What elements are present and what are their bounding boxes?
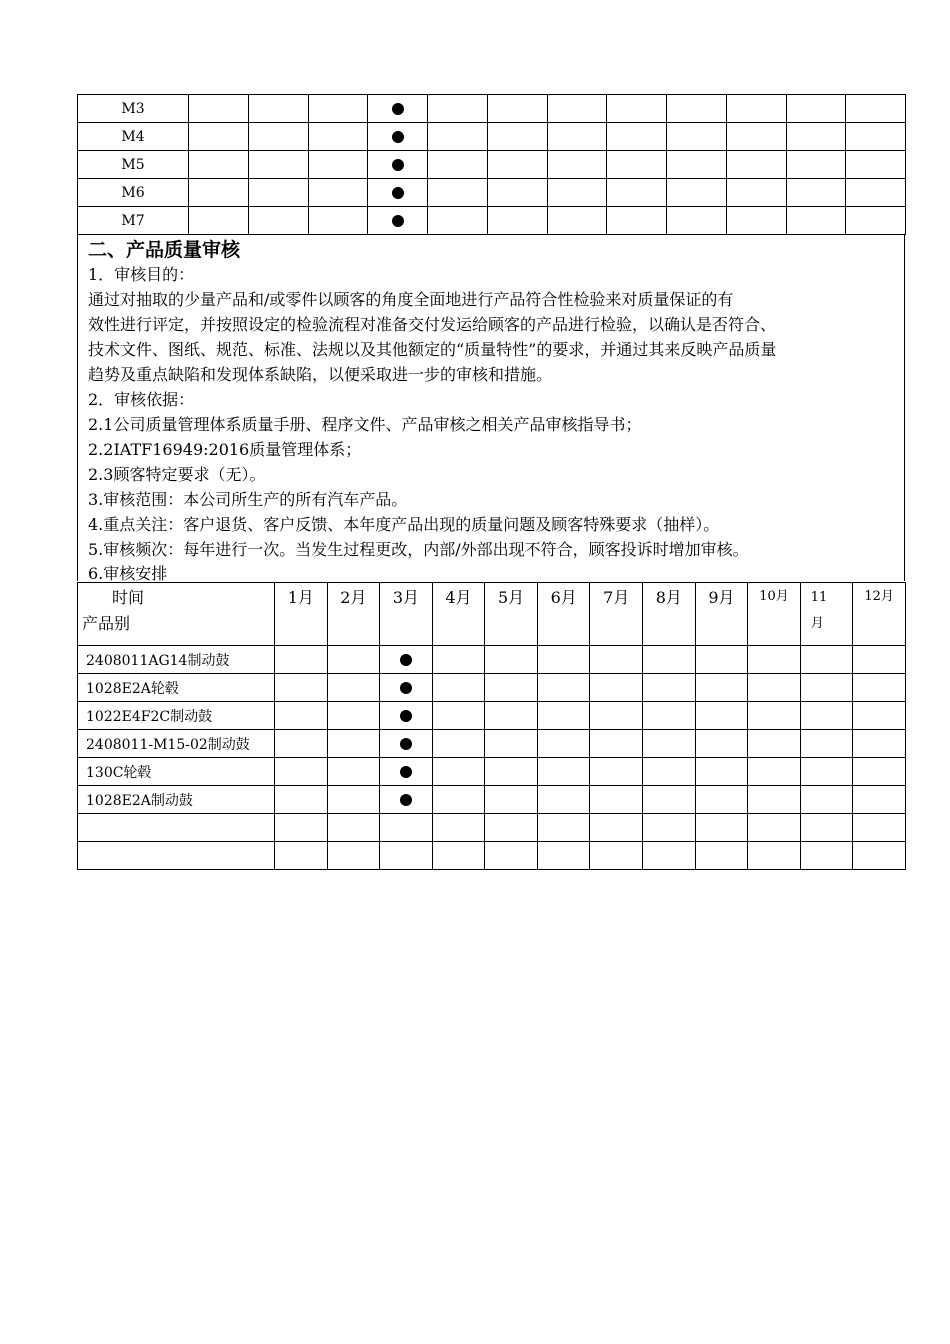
month-cell [485,786,538,814]
purpose-line: 技术文件、图纸、规范、标准、法规以及其他额定的“质量特性”的要求，并通过其来反映产品质量 [88,340,777,359]
process-label-cell: M7 [78,207,189,235]
month-cell [748,646,801,674]
month-cell [853,814,906,842]
month-cell [537,814,590,842]
process-audit-row [78,179,906,207]
month-cell [846,179,906,207]
audit-focus: 4.重点关注：客户退货、客户反馈、本年度产品出现的质量问题及顾客特殊要求（抽样）。 [88,515,720,534]
month-cell [695,842,748,870]
purpose-line: 效性进行评定，并按照设定的检验流程对准备交付发运给顾客的产品进行检验，以确认是否符合、 [88,315,777,334]
month-cell [368,123,428,151]
month-header-cell: 6月 [537,583,590,646]
month-cell [667,95,727,123]
month-cell [643,814,696,842]
month-cell [786,95,846,123]
audit-schedule-table-body [78,583,906,870]
process-audit-table [77,94,906,235]
month-cell [800,730,853,758]
audit-planned-dot-icon [400,654,412,666]
month-cell [667,123,727,151]
product-name-cell: 1028E2A制动鼓 [78,786,275,814]
month-cell [380,730,433,758]
month-cell [485,842,538,870]
process-label-cell: M5 [78,151,189,179]
month-cell [327,702,380,730]
month-cell [853,842,906,870]
month-cell [590,730,643,758]
month-cell [643,730,696,758]
month-cell [800,758,853,786]
month-cell [853,758,906,786]
month-cell [748,730,801,758]
month-cell [275,646,328,674]
purpose-line: 通过对抽取的少量产品和/或零件以顾客的角度全面地进行产品符合性检验来对质量保证的有 [88,290,734,309]
month-cell [537,786,590,814]
month-cell [487,151,547,179]
month-cell [607,179,667,207]
month-cell [590,674,643,702]
month-cell [786,123,846,151]
month-cell [695,646,748,674]
month-cell [248,179,308,207]
month-cell [547,123,607,151]
month-cell [275,786,328,814]
audit-schedule-table [77,582,906,870]
month-header-cell: 2月 [327,583,380,646]
month-cell [695,674,748,702]
month-header-cell: 5月 [485,583,538,646]
month-cell [189,179,249,207]
month-cell [643,758,696,786]
month-cell [800,674,853,702]
audit-planned-dot-icon [392,159,404,171]
month-cell [590,702,643,730]
basis-item: 2.3顾客特定要求（无）。 [88,465,266,484]
month-cell [432,758,485,786]
audit-planned-dot-icon [392,215,404,227]
month-cell [786,151,846,179]
month-cell [643,646,696,674]
purpose-title: 1．审核目的： [88,265,195,284]
month-cell [327,814,380,842]
audit-planned-dot-icon [400,766,412,778]
month-cell [432,814,485,842]
month-cell [853,786,906,814]
month-cell [537,842,590,870]
month-cell [800,646,853,674]
month-cell [748,758,801,786]
product-name-cell: 1022E4F2C制动鼓 [78,702,275,730]
month-cell [643,702,696,730]
month-cell [607,207,667,235]
corner-time-label: 时间 [112,588,145,607]
process-audit-row [78,151,906,179]
month-cell [485,814,538,842]
month-cell [590,646,643,674]
month-cell [695,786,748,814]
product-name-cell: 2408011AG14制动鼓 [78,646,275,674]
month-cell [368,95,428,123]
month-cell [428,179,488,207]
audit-planned-dot-icon [392,187,404,199]
month-header-cell: 7月 [590,583,643,646]
product-name-cell: 1028E2A轮毂 [78,674,275,702]
month-cell [487,95,547,123]
schedule-row [78,786,906,814]
month-cell [800,702,853,730]
schedule-corner-cell [78,583,275,646]
month-cell [368,151,428,179]
audit-scope: 3.审核范围：本公司所生产的所有汽车产品。 [88,490,408,509]
month-cell [308,123,368,151]
month-cell [695,702,748,730]
month-cell [327,758,380,786]
month-cell [607,123,667,151]
schedule-title: 6.审核安排 [88,564,168,583]
month-cell [487,207,547,235]
month-header-cell: 10月 [748,583,801,646]
month-cell [380,646,433,674]
month-cell [607,95,667,123]
month-cell [726,207,786,235]
month-cell [695,758,748,786]
month-cell [327,674,380,702]
month-cell [786,207,846,235]
month-cell [726,151,786,179]
process-label-cell: M6 [78,179,189,207]
month-header-cell: 11 月 [800,583,853,646]
month-cell [189,95,249,123]
month-cell [748,842,801,870]
month-cell [748,702,801,730]
month-cell [248,151,308,179]
process-audit-row [78,123,906,151]
basis-title: 2．审核依据： [88,390,195,409]
product-name-cell: 2408011-M15-02制动鼓 [78,730,275,758]
process-audit-table-body [78,95,906,235]
schedule-row [78,730,906,758]
month-cell [432,674,485,702]
product-name-cell [78,842,275,870]
month-cell [846,95,906,123]
month-cell [485,702,538,730]
month-cell [368,207,428,235]
audit-planned-dot-icon [400,738,412,750]
month-cell [428,123,488,151]
month-cell [537,758,590,786]
month-cell [380,674,433,702]
month-cell [485,646,538,674]
month-cell [547,179,607,207]
month-cell [667,207,727,235]
month-cell [607,151,667,179]
month-cell [695,814,748,842]
month-cell [275,758,328,786]
month-cell [380,814,433,842]
audit-planned-dot-icon [392,103,404,115]
month-cell [327,842,380,870]
month-cell [308,151,368,179]
month-cell [487,123,547,151]
month-cell [748,786,801,814]
month-cell [547,207,607,235]
schedule-row [78,646,906,674]
month-cell [428,151,488,179]
month-cell [275,814,328,842]
month-cell [432,842,485,870]
schedule-header-row [78,583,906,646]
month-cell [248,95,308,123]
month-cell [487,179,547,207]
month-cell [248,207,308,235]
month-cell [428,95,488,123]
month-cell [590,758,643,786]
schedule-row [78,758,906,786]
month-cell [726,179,786,207]
month-cell [308,95,368,123]
schedule-row [78,702,906,730]
month-header-cell: 4月 [432,583,485,646]
month-cell [853,646,906,674]
month-cell [189,123,249,151]
basis-item: 2.2IATF16949:2016质量管理体系； [88,440,362,459]
month-cell [590,814,643,842]
month-cell [800,786,853,814]
month-cell [485,758,538,786]
audit-planned-dot-icon [400,794,412,806]
process-audit-row [78,207,906,235]
schedule-row [78,842,906,870]
month-cell [485,730,538,758]
month-cell [846,123,906,151]
month-cell [547,95,607,123]
month-cell [380,758,433,786]
process-label-cell: M4 [78,123,189,151]
month-cell [537,674,590,702]
product-name-cell [78,814,275,842]
audit-planned-dot-icon [400,682,412,694]
process-label-cell: M3 [78,95,189,123]
month-cell [308,179,368,207]
month-cell [275,674,328,702]
month-cell [643,842,696,870]
month-cell [380,702,433,730]
month-cell [380,842,433,870]
month-cell [853,702,906,730]
month-cell [590,842,643,870]
month-cell [800,842,853,870]
audit-planned-dot-icon [392,131,404,143]
month-cell [189,207,249,235]
schedule-row [78,674,906,702]
month-cell [853,730,906,758]
month-cell [432,702,485,730]
month-cell [726,123,786,151]
month-cell [695,730,748,758]
month-cell [327,730,380,758]
month-cell [432,786,485,814]
month-cell [485,674,538,702]
month-cell [726,95,786,123]
month-cell [308,207,368,235]
month-cell [853,674,906,702]
month-cell [748,674,801,702]
month-cell [846,151,906,179]
month-cell [748,814,801,842]
month-cell [189,151,249,179]
schedule-row [78,814,906,842]
month-cell [643,786,696,814]
month-cell [537,730,590,758]
month-cell [643,674,696,702]
process-audit-row [78,95,906,123]
month-header-cell: 3月 [380,583,433,646]
month-header-cell: 1月 [275,583,328,646]
corner-product-label: 产品别 [82,614,131,633]
audit-frequency: 5.审核频次：每年进行一次。当发生过程更改，内部/外部出现不符合，顾客投诉时增加审核。 [88,540,749,559]
month-cell [667,151,727,179]
month-cell [667,179,727,207]
month-cell [800,814,853,842]
month-cell [590,786,643,814]
month-cell [537,646,590,674]
month-header-cell: 12月 [853,583,906,646]
month-cell [547,151,607,179]
product-name-cell: 130C轮毂 [78,758,275,786]
month-cell [275,702,328,730]
section-heading: 二、产品质量审核 [88,239,241,261]
month-cell [432,646,485,674]
month-header-cell: 9月 [695,583,748,646]
month-cell [368,179,428,207]
month-cell [275,842,328,870]
purpose-line: 趋势及重点缺陷和发现体系缺陷，以便采取进一步的审核和措施。 [88,365,553,384]
month-cell [428,207,488,235]
audit-planned-dot-icon [400,710,412,722]
month-cell [275,730,328,758]
month-cell [327,646,380,674]
month-cell [786,179,846,207]
product-audit-section [77,234,905,581]
month-cell [380,786,433,814]
basis-item: 2.1公司质量管理体系质量手册、程序文件、产品审核之相关产品审核指导书； [88,415,642,434]
month-cell [327,786,380,814]
month-cell [537,702,590,730]
month-cell [432,730,485,758]
month-cell [248,123,308,151]
month-header-cell: 8月 [643,583,696,646]
month-cell [846,207,906,235]
